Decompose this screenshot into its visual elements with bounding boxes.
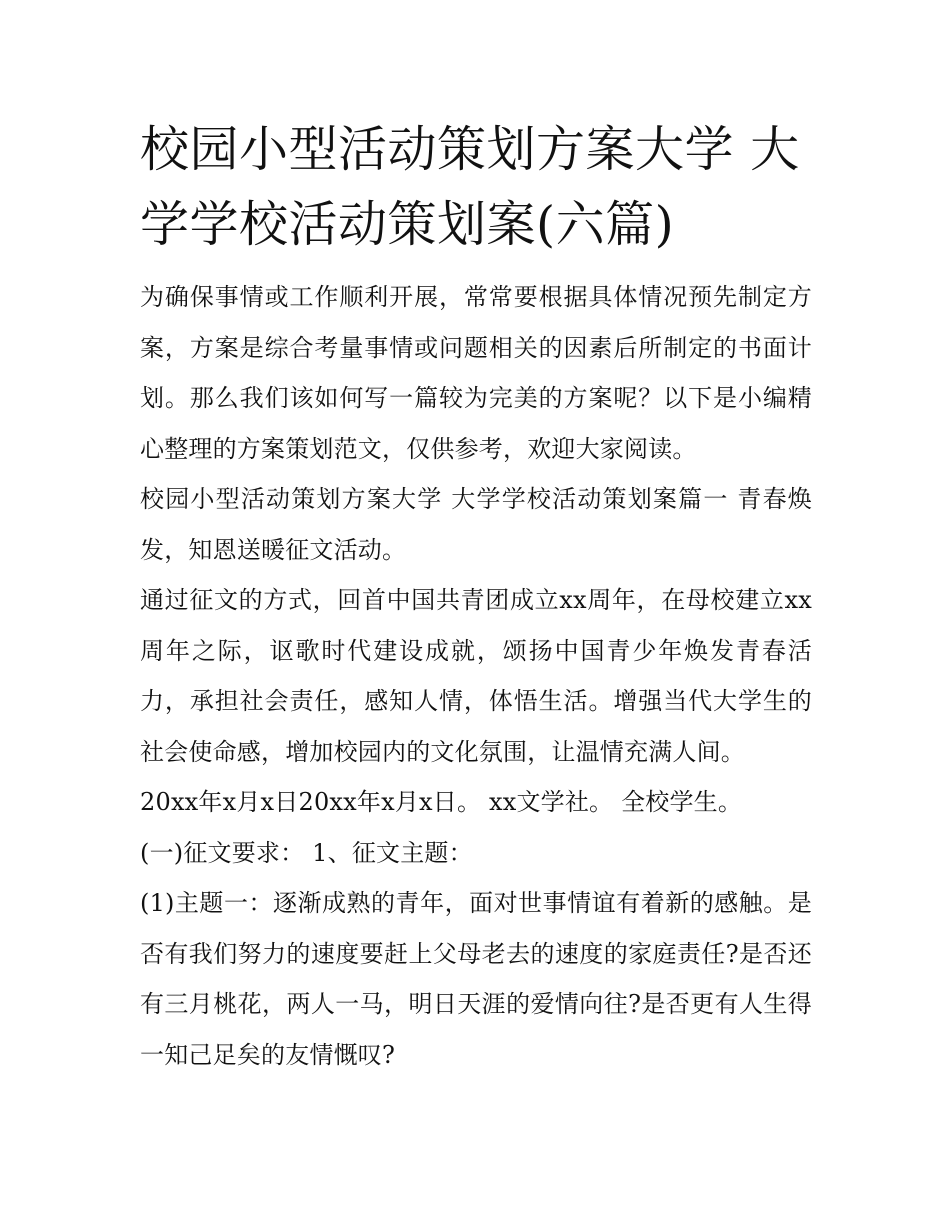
time-organizer-paragraph: 20xx年x月x日20xx年x月x日。 xx文学社。 全校学生。 bbox=[140, 788, 743, 816]
purpose-paragraph: 通过征文的方式，回首中国共青团成立xx周年，在母校建立xx周年之际，讴歌时代建设成就，颂扬中国青少年焕发青春活力，承担社会责任，感知人情，体悟生活。增强当代大学生的社会使命感，增加校园内的文化氛围，让温情充满人间。 bbox=[140, 586, 812, 766]
document-title: 校园小型活动策划方案大学 大学学校活动策划案(六篇) bbox=[140, 121, 800, 253]
requirements-paragraph: (一)征文要求： 1、征文主题： bbox=[140, 838, 473, 867]
section-heading-paragraph: 校园小型活动策划方案大学 大学学校活动策划案篇一 青春焕发，知恩送暖征文活动。 bbox=[140, 485, 812, 564]
theme-one-paragraph: (1)主题一：逐渐成熟的青年，面对世事情谊有着新的感触。是否有我们努力的速度要赶上父母老去的速度的家庭责任?是否还有三月桃花，两人一马，明日天涯的爱情向往?是否更有人生得一知己足矣的友情慨叹? bbox=[140, 889, 812, 1069]
intro-paragraph: 为确保事情或工作顺利开展，常常要根据具体情况预先制定方案，方案是综合考量事情或问题相关的因素后所制定的书面计划。那么我们该如何写一篇较为完美的方案呢？以下是小编精心整理的方案策划范文，仅供参考，欢迎大家阅读。 bbox=[140, 283, 812, 463]
document-page bbox=[140, 112, 812, 1080]
